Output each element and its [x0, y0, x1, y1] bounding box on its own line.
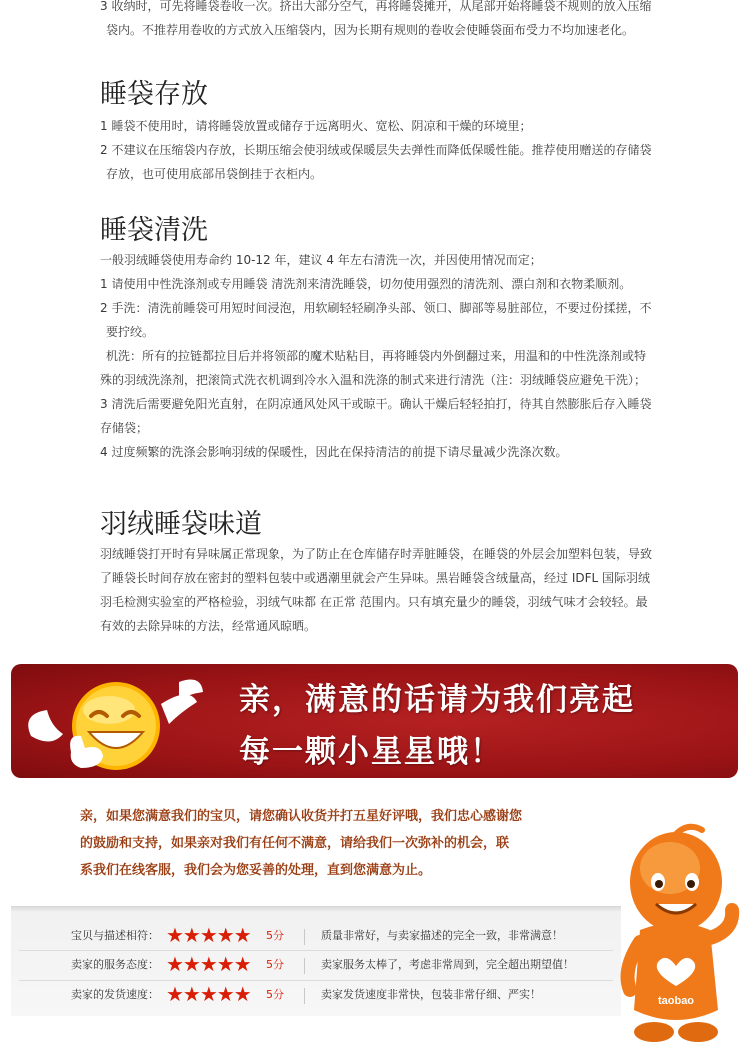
rating-description: 质量非常好，与卖家描述的完全一致，非常满意！ [321, 929, 563, 942]
five-stars-icon: ★★★★★ [166, 923, 251, 947]
smell-line: 有效的去除异味的方法，经常通风晾晒。 [100, 619, 317, 633]
washing-line: 殊的羽绒洗涤剂，把滚筒式洗衣机调到冷水入温和洗涤的制式来进行清洗（注：羽绒睡袋应避免干洗）； [100, 373, 647, 387]
rating-row [11, 921, 621, 951]
mascot-label: taobao [657, 995, 695, 1007]
thanks-line: 系我们在线客服，我们会为您妥善的处理，直到您满意为止。 [80, 863, 432, 878]
thanks-message [80, 803, 600, 884]
rating-score: 5分 [266, 958, 284, 971]
storage-line: 2 不建议在压缩袋内存放，长期压缩会使羽绒或保暖层失去弹性而降低保暖性能。推荐使用赠送的存储袋 [100, 143, 652, 157]
smiley-thumbs-up-icon [11, 664, 221, 778]
storage-heading: 睡袋存放 [100, 79, 208, 110]
rating-label: 卖家的服务态度： [71, 958, 159, 971]
washing-line: 要拧绞。 [106, 325, 155, 339]
washing-line: 2 手洗：清洗前睡袋可用短时间浸泡，用软刷轻轻刷净头部、领口、脚部等易脏部位，不要过份揉搓，不 [100, 301, 652, 315]
smell-line: 了睡袋长时间存放在密封的塑料包装中或遇潮里就会产生异味。黑岩睡袋含绒量高，经过 IDFL 国际羽绒 [100, 571, 650, 585]
five-stars-icon: ★★★★★ [166, 982, 251, 1006]
smell-line: 羽毛检测实验室的严格检验，羽绒气味都 在正常 范围内。只有填充量少的睡袋，羽绒气味才会较轻。最 [100, 595, 648, 609]
washing-line: 4 过度频繁的洗涤会影响羽绒的保暖性，因此在保持清洁的前提下请尽量减少洗涤次数。 [100, 445, 568, 459]
rating-label: 卖家的发货速度： [71, 988, 159, 1001]
storage-line: 1 睡袋不使用时，请将睡袋放置或储存于远离明火、宽松、阴凉和干燥的环境里； [100, 119, 532, 133]
rating-score: 5分 [266, 929, 284, 942]
washing-paragraph [100, 248, 660, 464]
rating-description: 卖家服务太棒了，考虑非常周到，完全超出期望值！ [321, 958, 574, 971]
washing-line: 1 请使用中性洗涤剂或专用睡袋 清洗剂来清洗睡袋，切勿使用强烈的清洗剂、漂白剂和衣物柔顺剂。 [100, 277, 632, 291]
packing-line: 3 收纳时，可先将睡袋卷收一次。挤出大部分空气，再将睡袋摊开，从尾部开始将睡袋不规则的放入压缩 [100, 0, 652, 13]
five-stars-icon: ★★★★★ [166, 952, 251, 976]
rating-description: 卖家发货速度非常快，包装非常仔细、严实！ [321, 988, 541, 1001]
smell-paragraph [100, 542, 660, 638]
rating-table [11, 906, 621, 1016]
banner-line-2: 每一颗小星星哦！ [239, 734, 503, 770]
storage-paragraph [100, 114, 660, 186]
divider [304, 958, 305, 974]
storage-line: 存放，也可使用底部吊袋倒挂于衣柜内。 [106, 167, 323, 181]
rating-row [11, 980, 621, 1010]
rating-label: 宝贝与描述相符： [71, 929, 159, 942]
rating-request-banner [11, 664, 738, 778]
rating-score: 5分 [266, 988, 284, 1001]
banner-line-1: 亲，满意的话请为我们亮起 [239, 682, 635, 718]
washing-line: 存储袋； [100, 421, 149, 435]
divider [304, 988, 305, 1004]
thanks-line: 的鼓励和支持，如果亲对我们有任何不满意，请给我们一次弥补的机会，联 [80, 836, 510, 851]
packing-instructions [100, 0, 660, 42]
washing-line: 一般羽绒睡袋使用寿命约 10-12 年，建议 4 年左右清洗一次，并因使用情况而定； [100, 253, 542, 267]
thanks-line: 亲，如果您满意我们的宝贝，请您确认收货并打五星好评哦，我们忠心感谢您 [80, 809, 523, 824]
washing-heading: 睡袋清洗 [100, 215, 208, 246]
rating-row [11, 950, 621, 980]
packing-line: 袋内。不推荐用卷收的方式放入压缩袋内，因为长期有规则的卷收会使睡袋面布受力不均加速老化。 [106, 23, 635, 37]
divider [304, 929, 305, 945]
smell-line: 羽绒睡袋打开时有异味属正常现象，为了防止在仓库储存时弄脏睡袋，在睡袋的外层会加塑料包装，导致 [100, 547, 653, 561]
washing-line: 3 清洗后需要避免阳光直射，在阴凉通风处风干或晾干。确认干燥后轻轻拍打，待其自然膨胀后存入睡袋 [100, 397, 652, 411]
washing-line: 机洗：所有的拉链都拉目后并将领部的魔术贴粘目，再将睡袋内外倒翻过来，用温和的中性洗涤剂或特 [106, 349, 647, 363]
taobao-mascot-icon [610, 820, 740, 1050]
smell-heading: 羽绒睡袋味道 [100, 509, 262, 540]
